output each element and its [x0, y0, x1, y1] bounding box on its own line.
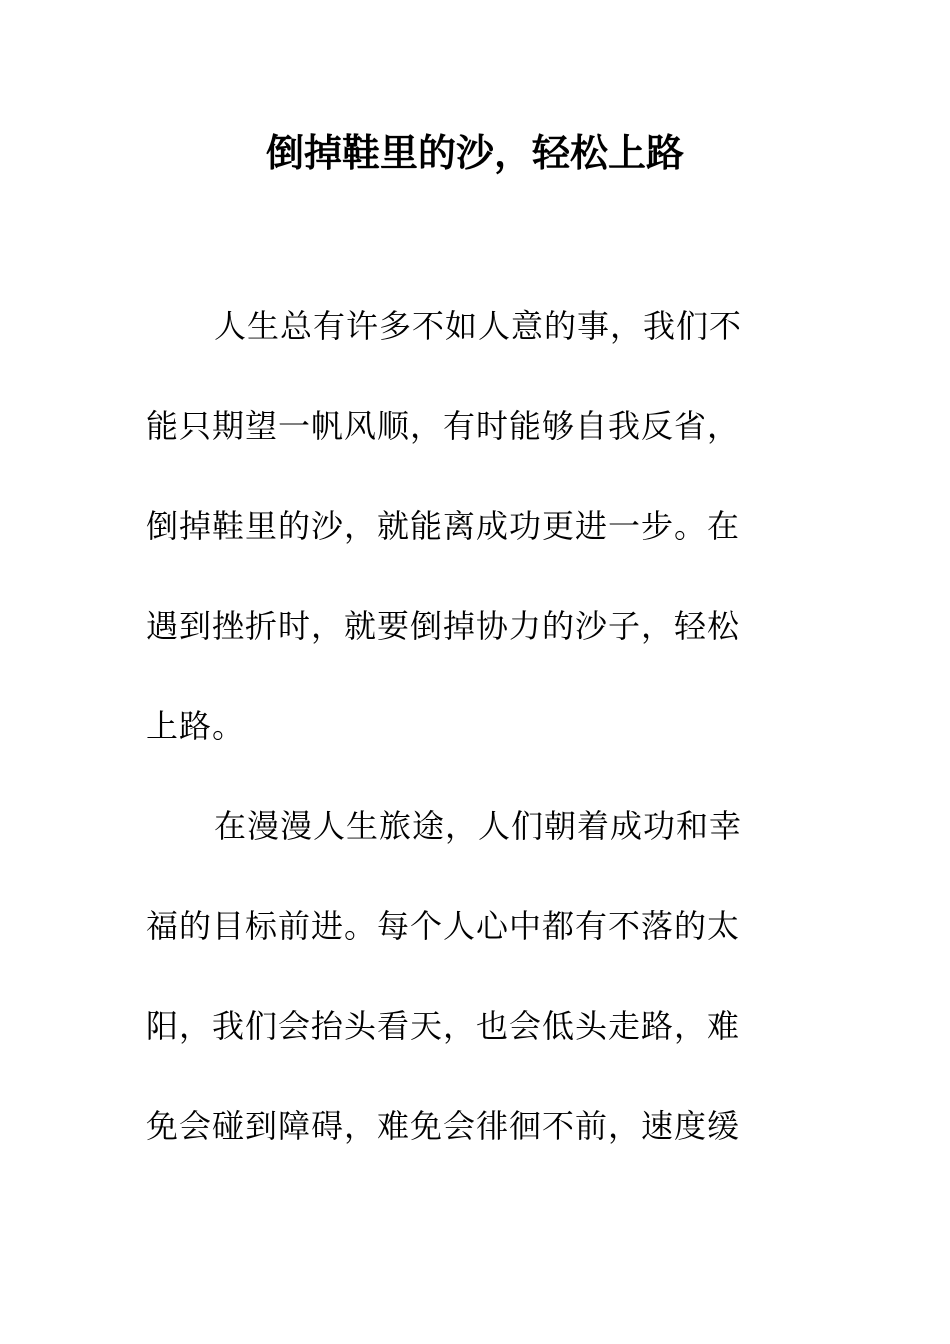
paragraph-1-line-1: 人生总有许多不如人意的事，我们不 — [214, 307, 743, 345]
paragraph-2-line-4: 免会碰到障碍，难免会徘徊不前，速度缓 — [146, 1107, 741, 1145]
paragraph-2-line-1: 在漫漫人生旅途，人们朝着成功和幸 — [214, 807, 743, 845]
paragraph-1-line-5: 上路。 — [146, 707, 246, 745]
paragraph-2-line-2: 福的目标前进。每个人心中都有不落的太 — [146, 907, 741, 945]
paragraph-1-line-3: 倒掉鞋里的沙，就能离成功更进一步。在 — [146, 507, 741, 545]
document-body — [146, 302, 786, 1202]
paragraph-1-line-4: 遇到挫折时，就要倒掉协力的沙子，轻松 — [146, 607, 741, 645]
paragraph-1-line-2: 能只期望一帆风顺，有时能够自我反省， — [146, 407, 741, 445]
page-title: 倒掉鞋里的沙，轻松上路 — [265, 130, 684, 175]
paragraph-2-line-3: 阳，我们会抬头看天，也会低头走路，难 — [146, 1007, 741, 1045]
